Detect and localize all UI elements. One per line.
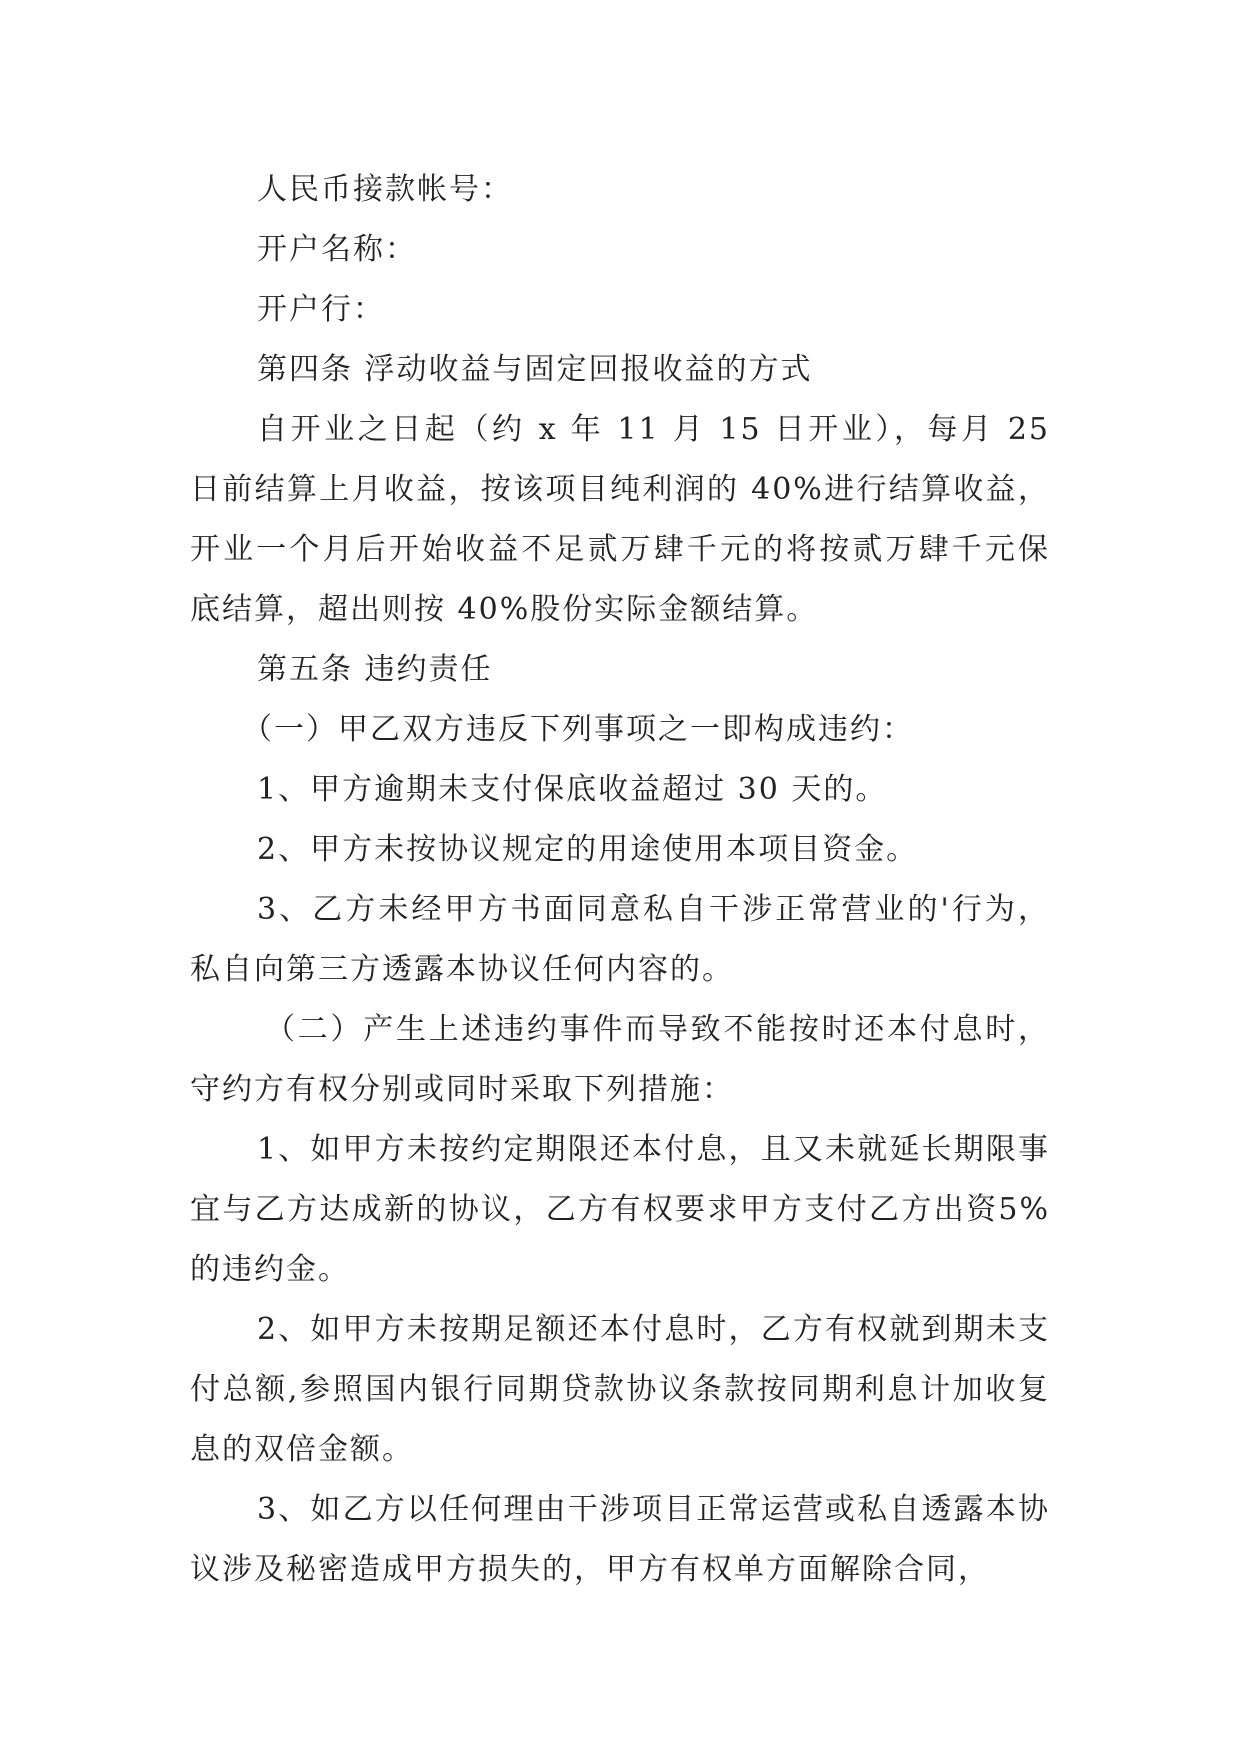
account-number-line: 人民币接款帐号： [257,172,513,207]
breach-section-one-heading: （一）甲乙双方违反下列事项之一即构成违约： [242,712,914,747]
article-four-body: 自开业之日起（约 x 年 11 月 15 日开业），每月 25 日前结算上月收益，按该项目纯利润的 40%进行结算收益，开业一个月后开始收益不足贰万肆千元的将按贰万肆千元保底结算，超出则按 40%股份实际金额结算。 [190,412,1050,627]
bank-line: 开户行： [257,292,385,327]
remedy-item-3: 3、如乙方以任何理由干涉项目正常运营或私自透露本协议涉及秘密造成甲方损失的，甲方有权单方面解除合同， [190,1492,1050,1587]
remedy-item-2: 2、如甲方未按期足额还本付息时，乙方有权就到期未支付总额,参照国内银行同期贷款协议条款按同期利息计加收复息的双倍金额。 [190,1312,1050,1467]
breach-item-2: 2、甲方未按协议规定的用途使用本项目资金。 [257,832,919,867]
breach-item-3: 3、乙方未经甲方书面同意私自干涉正常营业的'行为，私自向第三方透露本协议任何内容的。 [190,892,1050,987]
article-five-heading: 第五条 违约责任 [257,652,493,687]
account-name-line: 开户名称： [257,232,417,267]
remedy-item-1: 1、如甲方未按约定期限还本付息，且又未就延长期限事宜与乙方达成新的协议，乙方有权要求甲方支付乙方出资5%的违约金。 [190,1132,1050,1287]
article-four-heading: 第四条 浮动收益与固定回报收益的方式 [257,352,813,387]
breach-item-1: 1、甲方逾期未支付保底收益超过 30 天的。 [257,772,888,807]
document-body [190,160,1050,1600]
breach-section-two-heading: （二）产生上述违约事件而导致不能按时还本付息时，守约方有权分别或同时采取下列措施： [190,1012,1050,1107]
